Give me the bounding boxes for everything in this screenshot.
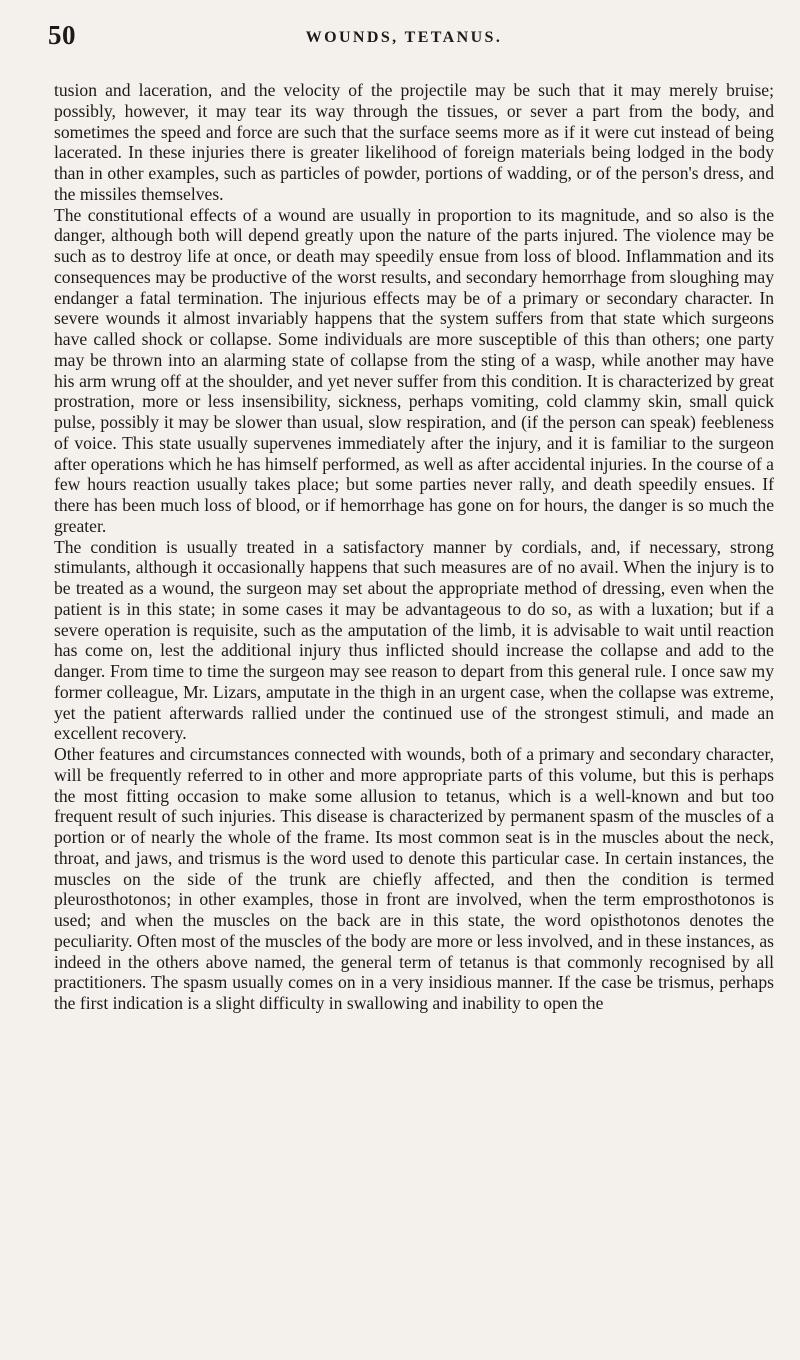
body-text [54, 80, 774, 1014]
paragraph: The constitutional effects of a wound are usually in proportion to its magnitude, and so also is the danger, although both will depend greatly upon the nature of the parts injured. The violence may be such as to destroy life at once, or death may speedily ensue from loss of blood. Inflammation and its consequences may be productive of the worst results, and secondary hemorrhage from sloughing may endanger a fatal termination. The injurious effects may be of a primary or secondary character. In severe wounds it almost invariably happens that the system suffers from that state which surgeons have called shock or collapse. Some individuals are more susceptible of this than others; one party may be thrown into an alarming state of collapse from the sting of a wasp, while another may have his arm wrung off at the shoulder, and yet never suffer from this condition. It is characterized by great prostration, more or less insensibility, sickness, perhaps vomiting, cold clammy skin, small quick pulse, possibly it may be slower than usual, slow respiration, and (if the person can speak) feebleness of voice. This state usually supervenes immediately after the injury, and it is familiar to the surgeon after operations which he has himself performed, as well as after accidental injuries. In the course of a few hours reaction usually takes place; but some parties never rally, and death speedily ensues. If there has been much loss of blood, or if hemorrhage has gone on for hours, the danger is so much the greater. [54, 204, 774, 536]
page-number: 50 [48, 20, 76, 50]
page-header [48, 20, 740, 56]
paragraph: Other features and circumstances connected with wounds, both of a primary and secondary character, will be frequently referred to in other and more appropriate parts of this volume, but this is perhaps the most fitting occasion to make some allusion to tetanus, which is a well-known and but too frequent result of such injuries. This disease is characterized by permanent spasm of the muscles of a portion or of nearly the whole of the frame. Its most common seat is in the muscles about the neck, throat, and jaws, and trismus is the word used to denote this particular case. In certain instances, the muscles on the side of the trunk are chiefly affected, and then the condition is termed pleurosthotonos; in other examples, those in front are involved, when the term emprosthotonos is used; and when the muscles on the back are in this state, the word opisthotonos denotes the peculiarity. Often most of the muscles of the body are more or less involved, and in these instances, as indeed in the others above named, the general term of tetanus is that commonly recognised by all practitioners. The spasm usually comes on in a very insidious manner. If the case be trismus, perhaps the first indication is a slight difficulty in swallowing and inability to open the [54, 744, 774, 1013]
running-head: WOUNDS, TETANUS. [305, 29, 503, 46]
paragraph: tusion and laceration, and the velocity of the projectile may be such that it may merely bruise; possibly, however, it may tear its way through the tissues, or sever a part from the body, and sometimes the speed and force are such that the surface seems more as if it were cut instead of being lacerated. In these injuries there is greater likelihood of foreign materials being lodged in the body than in other examples, such as particles of powder, portions of wadding, or of the person's dress, and the missiles themselves. [54, 80, 774, 204]
paragraph: The condition is usually treated in a satisfactory manner by cordials, and, if necessary, strong stimulants, although it occasionally happens that such measures are of no avail. When the injury is to be treated as a wound, the surgeon may set about the appropriate method of dressing, even when the patient is in this state; in some cases it may be advantageous to do so, as with a luxation; but if a severe operation is requisite, such as the amputation of the limb, it is advisable to wait until reaction has come on, lest the additional injury thus inflicted should increase the collapse and add to the danger. From time to time the surgeon may see reason to depart from this general rule. I once saw my former colleague, Mr. Lizars, amputate in the thigh in an urgent case, when the collapse was extreme, yet the patient afterwards rallied under the continued use of the strongest stimuli, and made an excellent recovery. [54, 536, 774, 744]
